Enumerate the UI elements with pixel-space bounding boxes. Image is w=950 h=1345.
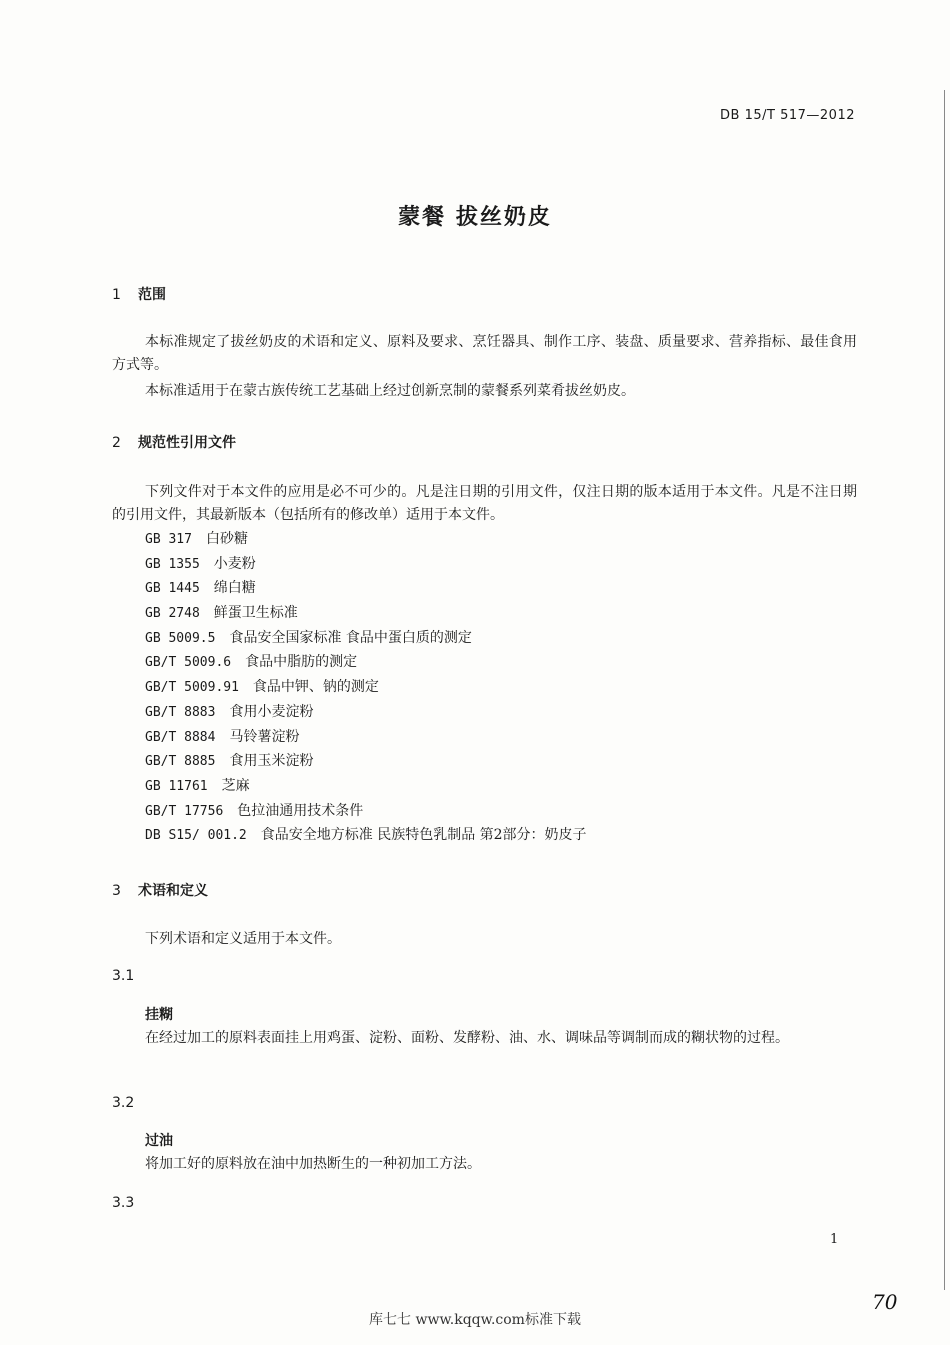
reference-name: 鲜蛋卫生标准 xyxy=(213,605,298,622)
reference-name: 马铃薯淀粉 xyxy=(229,728,300,745)
list-item xyxy=(145,799,587,824)
section-title: 术语和定义 xyxy=(138,883,208,899)
reference-name: 色拉油通用技术条件 xyxy=(237,802,364,819)
reference-list xyxy=(145,527,587,848)
list-item xyxy=(145,601,587,626)
scan-edge-line xyxy=(944,90,945,1290)
reference-code: GB/T 17756 xyxy=(145,803,224,819)
term-title: 过油 xyxy=(145,1133,173,1149)
list-item xyxy=(145,552,587,577)
list-item xyxy=(145,576,587,601)
terms-intro: 下列术语和定义适用于本文件。 xyxy=(145,931,341,947)
reference-name: 食品安全国家标准 食品中蛋白质的测定 xyxy=(229,629,472,646)
term-definition: 将加工好的原料放在油中加热断生的一种初加工方法。 xyxy=(145,1156,481,1172)
standard-code: DB 15/T 517—2012 xyxy=(720,108,855,123)
reference-code: GB/T 8885 xyxy=(145,754,216,770)
scope-paragraph-1: 本标准规定了拔丝奶皮的术语和定义、原料及要求、烹饪器具、制作工序、装盘、质量要求、营养指标、最佳食用方式等。 xyxy=(112,334,857,373)
section-title: 规范性引用文件 xyxy=(138,435,236,451)
section-heading-scope xyxy=(112,284,166,304)
reference-name: 绵白糖 xyxy=(213,580,256,597)
term-number: 3.3 xyxy=(112,1195,135,1211)
footer-watermark: 库七七 www.kqqw.com标准下载 xyxy=(369,1312,581,1328)
term-number: 3.1 xyxy=(112,968,135,984)
reference-name: 食品中脂肪的测定 xyxy=(245,654,358,671)
list-item xyxy=(145,626,587,651)
list-item xyxy=(145,774,587,799)
page-number: 1 xyxy=(830,1232,839,1247)
section-number: 3 xyxy=(112,883,121,899)
reference-code: GB 5009.5 xyxy=(145,630,216,646)
reference-code: DB S15/ 001.2 xyxy=(145,828,247,844)
section-title: 范围 xyxy=(138,287,166,303)
reference-code: GB/T 5009.91 xyxy=(145,680,239,696)
handwritten-mark: 70 xyxy=(872,1290,898,1314)
term-title: 挂糊 xyxy=(145,1007,173,1023)
reference-code: GB 317 xyxy=(145,532,192,547)
term-definition: 在经过加工的原料表面挂上用鸡蛋、淀粉、面粉、发酵粉、油、水、调味品等调制而成的糊状物的过程。 xyxy=(145,1030,789,1046)
reference-code: GB 1445 xyxy=(145,581,200,597)
refs-intro: 下列文件对于本文件的应用是必不可少的。凡是注日期的引用文件，仅注日期的版本适用于本文件。凡是不注日期的引用文件，其最新版本（包括所有的修改单）适用于本文件。 xyxy=(112,484,857,523)
list-item xyxy=(145,527,587,552)
section-number: 2 xyxy=(112,435,121,451)
reference-code: GB 11761 xyxy=(145,778,208,794)
list-item xyxy=(145,725,587,750)
reference-name: 食用小麦淀粉 xyxy=(229,703,314,720)
reference-name: 小麦粉 xyxy=(213,555,256,572)
reference-name: 食用玉米淀粉 xyxy=(229,753,314,770)
list-item xyxy=(145,650,587,675)
list-item xyxy=(145,700,587,725)
list-item xyxy=(145,749,587,774)
list-item xyxy=(145,823,587,848)
reference-code: GB 1355 xyxy=(145,556,200,572)
section-heading-refs xyxy=(112,432,236,452)
reference-name: 芝麻 xyxy=(221,777,250,794)
term-number: 3.2 xyxy=(112,1095,135,1111)
section-heading-terms xyxy=(112,880,208,900)
reference-name: 食品安全地方标准 民族特色乳制品 第2部分：奶皮子 xyxy=(260,827,587,844)
reference-code: GB 2748 xyxy=(145,606,200,622)
reference-name: 白砂糖 xyxy=(205,531,248,547)
reference-name: 食品中钾、钠的测定 xyxy=(252,679,379,696)
scope-paragraph-2: 本标准适用于在蒙古族传统工艺基础上经过创新烹制的蒙餐系列菜肴拔丝奶皮。 xyxy=(145,383,635,399)
section-number: 1 xyxy=(112,287,121,303)
reference-code: GB/T 5009.6 xyxy=(145,655,232,671)
reference-code: GB/T 8884 xyxy=(145,729,216,745)
page-title: 蒙餐 拔丝奶皮 xyxy=(398,205,552,230)
list-item xyxy=(145,675,587,700)
reference-code: GB/T 8883 xyxy=(145,704,216,720)
